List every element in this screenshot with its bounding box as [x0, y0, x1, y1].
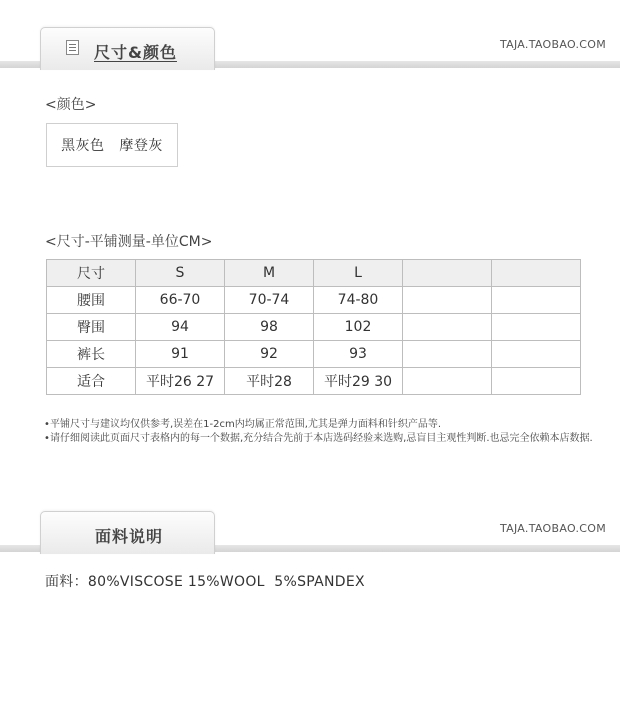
table-row	[47, 341, 581, 368]
table-row	[47, 314, 581, 341]
size-table	[46, 259, 581, 395]
table-cell: 裤长	[47, 341, 136, 368]
section-header-size-color	[0, 26, 620, 70]
section-title: 面料说明	[95, 527, 164, 546]
table-cell: 98	[225, 314, 314, 341]
table-cell	[403, 368, 492, 395]
table-header-row	[47, 260, 581, 287]
table-header-cell	[492, 260, 581, 287]
table-row	[47, 368, 581, 395]
section-tab	[40, 511, 215, 554]
table-cell	[492, 368, 581, 395]
size-note-2	[44, 432, 610, 445]
table-cell	[403, 314, 492, 341]
table-cell: 92	[225, 341, 314, 368]
section-header-fabric	[0, 510, 620, 554]
table-cell	[403, 341, 492, 368]
table-cell	[492, 341, 581, 368]
table-cell: 66-70	[136, 287, 225, 314]
table-cell: 70-74	[225, 287, 314, 314]
table-cell	[492, 314, 581, 341]
bullet: •	[44, 433, 50, 444]
bullet: •	[44, 419, 50, 430]
note-text: 平铺尺寸与建议均仅供参考,误差在1-2cm内均属正常范围,尤其是弹力面料和针织产品等.	[50, 419, 442, 430]
table-cell: 102	[314, 314, 403, 341]
table-cell: 腰围	[47, 287, 136, 314]
table-cell: 74-80	[314, 287, 403, 314]
site-url: TAJA.TAOBAO.COM	[499, 38, 606, 51]
table-cell	[403, 287, 492, 314]
table-cell: 94	[136, 314, 225, 341]
fabric-composition: 面料：80%VISCOSE 15%WOOL 5%SPANDEX	[45, 574, 365, 590]
table-cell: 平时29 30	[314, 368, 403, 395]
color-heading: <颜色>	[45, 97, 97, 113]
color-value: 黑灰色 摩登灰	[61, 138, 163, 154]
table-cell: 平时26 27	[136, 368, 225, 395]
table-row	[47, 287, 581, 314]
table-header-cell: M	[225, 260, 314, 287]
color-options	[46, 123, 178, 167]
document-icon	[66, 40, 79, 55]
size-heading: <尺寸-平铺测量-单位CM>	[45, 234, 213, 250]
section-title: 尺寸&颜色	[94, 43, 177, 62]
size-note-1	[44, 418, 604, 431]
table-cell: 适合	[47, 368, 136, 395]
site-url: TAJA.TAOBAO.COM	[499, 522, 606, 535]
table-header-cell	[403, 260, 492, 287]
table-cell: 91	[136, 341, 225, 368]
table-header-cell: L	[314, 260, 403, 287]
table-header-cell: 尺寸	[47, 260, 136, 287]
table-cell: 93	[314, 341, 403, 368]
section-tab	[40, 27, 215, 70]
table-cell: 臀围	[47, 314, 136, 341]
table-header-cell: S	[136, 260, 225, 287]
table-cell: 平时28	[225, 368, 314, 395]
note-text: 请仔细阅读此页面尺寸表格内的每一个数据,充分结合先前于本店选码经验来选购,忌盲目主观性判断.也忌完全依赖本店数据.	[50, 433, 593, 444]
table-cell	[492, 287, 581, 314]
